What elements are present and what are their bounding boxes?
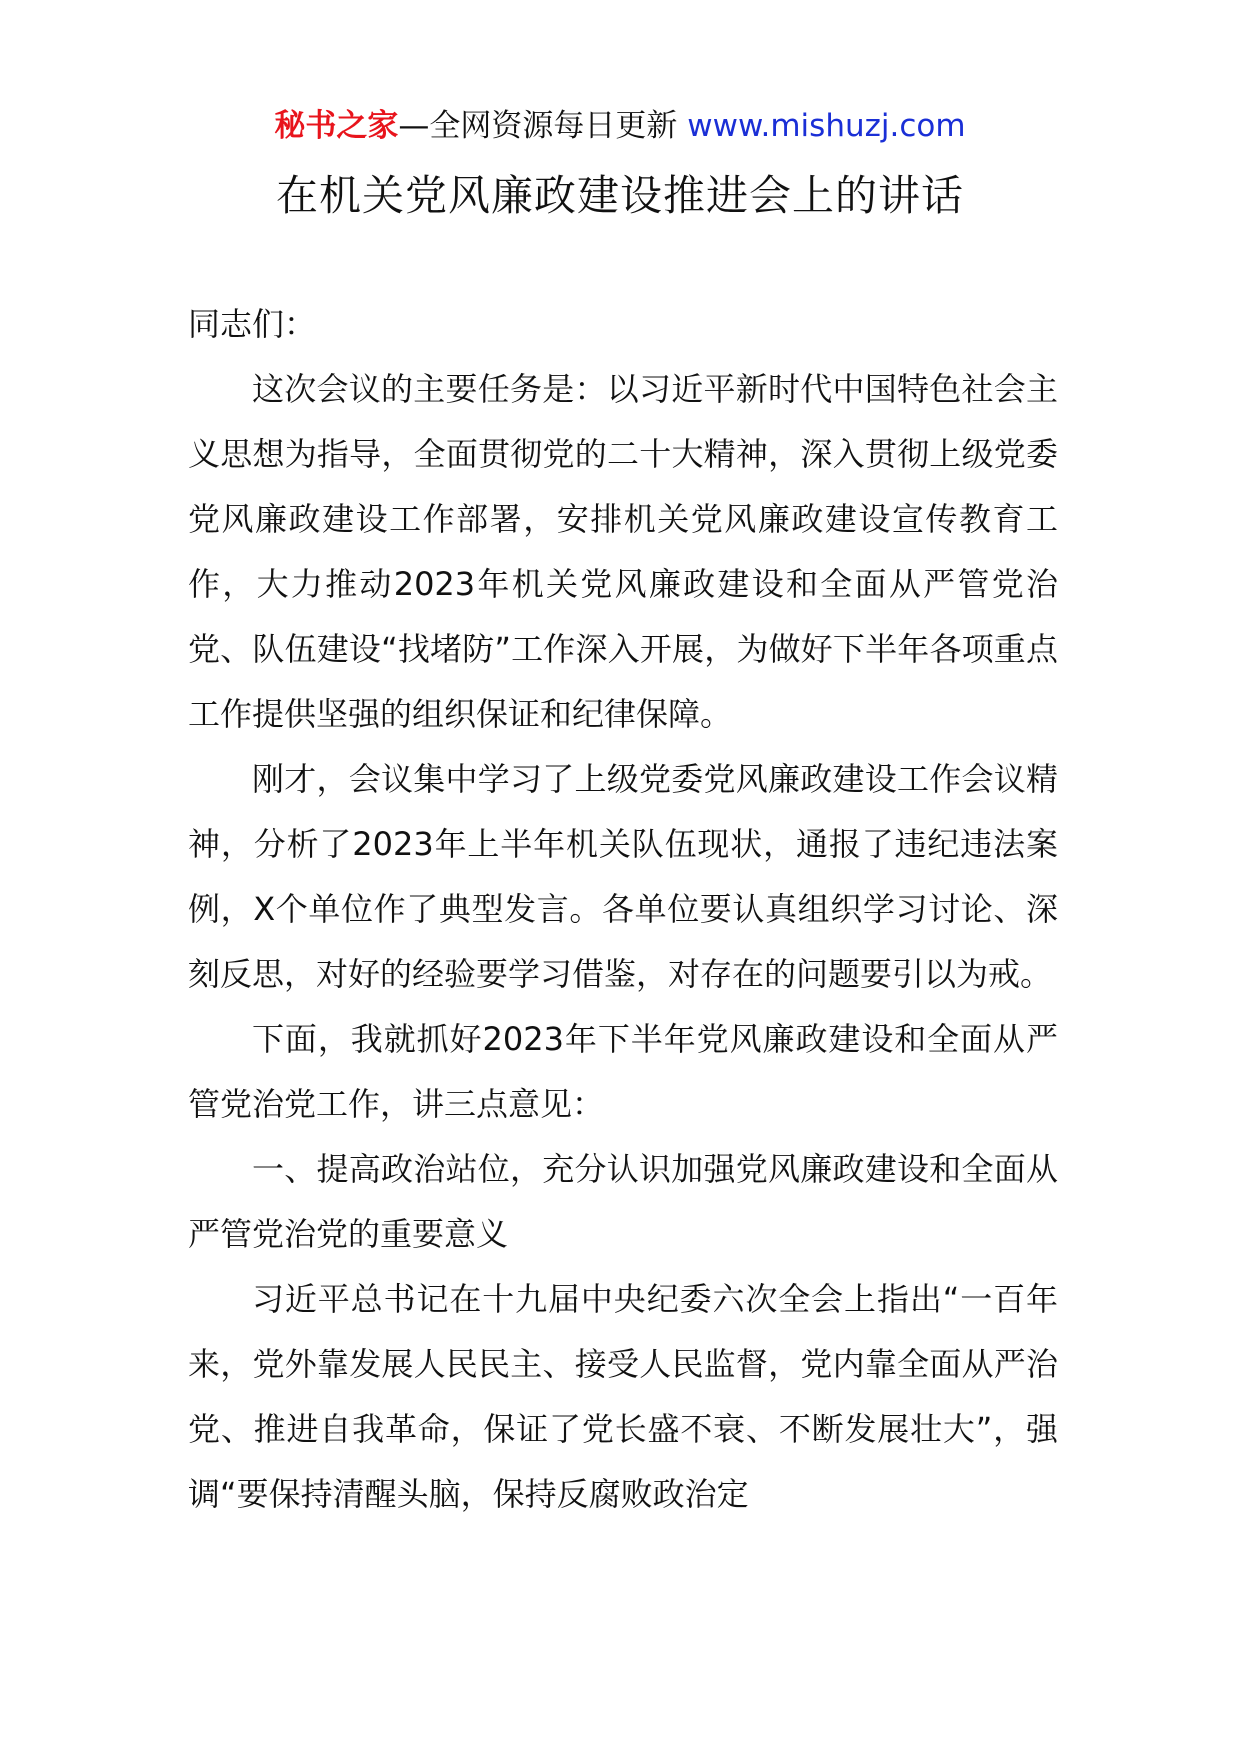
document-body (188, 292, 1058, 1527)
paragraph: 习近平总书记在十九届中央纪委六次全会上指出“一百年来，党外靠发展人民民主、接受人民监督，党内靠全面从严治党、推进自我革命，保证了党长盛不衰、不断发展壮大”，强调“要保持清醒头脑，保持反腐败政治定 (188, 1280, 1058, 1513)
paragraph: 这次会议的主要任务是：以习近平新时代中国特色社会主义思想为指导，全面贯彻党的二十大精神，深入贯彻上级党委党风廉政建设工作部署，安排机关党风廉政建设宣传教育工作，大力推动2023年机关党风廉政建设和全面从严管党治党、队伍建设“找堵防”工作深入开展，为做好下半年各项重点工作提供坚强的组织保证和纪律保障。 (188, 370, 1058, 733)
paragraph: 下面，我就抓好2023年下半年党风廉政建设和全面从严管党治党工作，讲三点意见： (188, 1020, 1058, 1123)
salutation: 同志们： (188, 305, 317, 343)
paragraph: 刚才，会议集中学习了上级党委党风廉政建设工作会议精神，分析了2023年上半年机关队伍现状，通报了违纪违法案例，X个单位作了典型发言。各单位要认真组织学习讨论、深刻反思，对好的经验要学习借鉴，对存在的问题要引以为戒。 (188, 760, 1058, 993)
brand-name: 秘书之家 (274, 108, 399, 144)
watermark-header (0, 104, 1240, 148)
document-title: 在机关党风廉政建设推进会上的讲话 (275, 171, 964, 220)
site-url: www.mishuzj.com (687, 108, 966, 144)
section-heading: 一、提高政治站位，充分认识加强党风廉政建设和全面从严管党治党的重要意义 (188, 1150, 1058, 1253)
header-tagline: —全网资源每日更新 (398, 108, 688, 144)
